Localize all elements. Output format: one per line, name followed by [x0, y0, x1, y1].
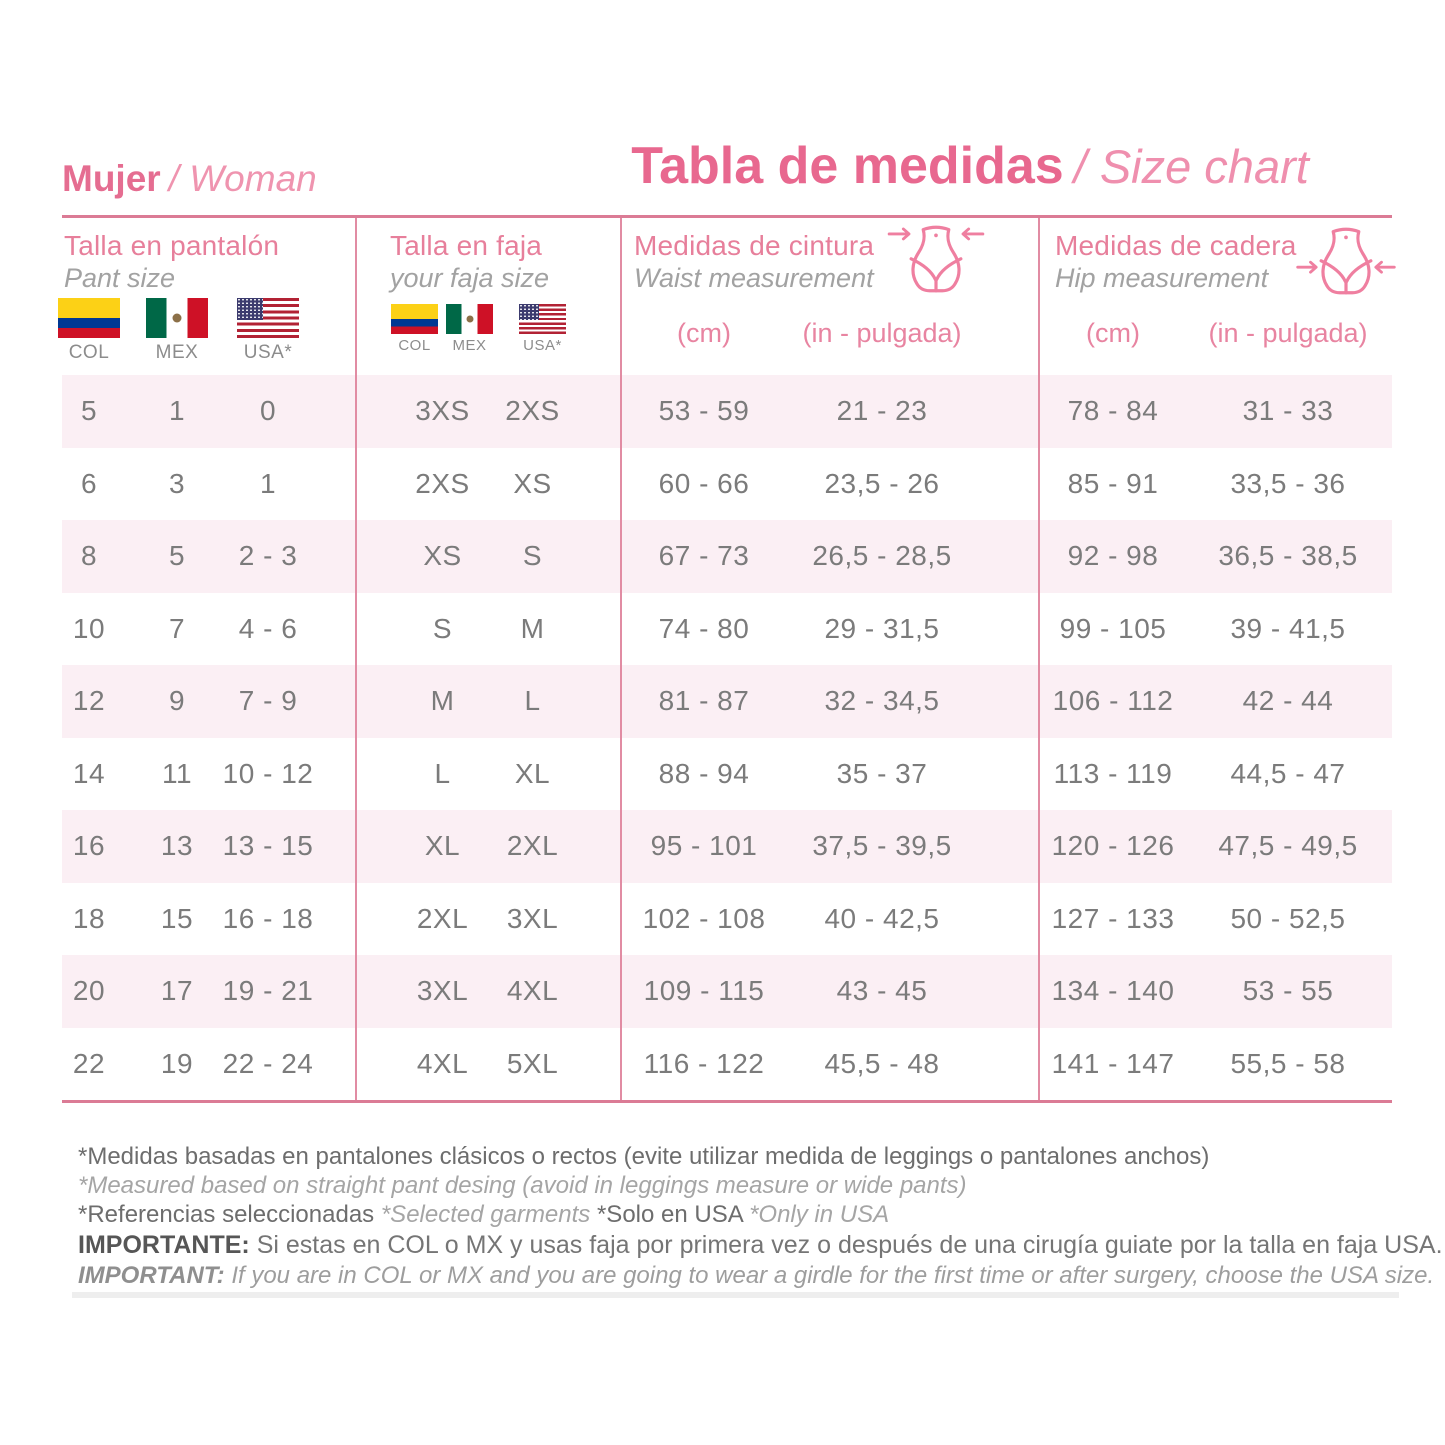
pant-usa-value: 13 - 15 — [222, 830, 314, 862]
footnote-medidas-es: *Medidas basadas en pantalones clásicos o rectos (evite utilizar medida de leggings o pantalones anchos) — [78, 1143, 1210, 1170]
faja-colmex-value: 4XL — [416, 1047, 469, 1079]
footnotes — [78, 1142, 1443, 1291]
flag-usa — [237, 298, 299, 364]
waist-cells — [620, 975, 1038, 1007]
faja-usa-value: 3XL — [506, 902, 559, 934]
hip-units-row — [1038, 318, 1392, 349]
hip-in-value: 42 - 44 — [1242, 685, 1334, 717]
table-row — [62, 593, 1392, 666]
pant-mex-value: 5 — [168, 540, 186, 572]
usa-flag-icon — [519, 304, 566, 334]
flag-label: USA* — [243, 342, 293, 363]
waist-cm-value: 67 - 73 — [658, 540, 750, 572]
brand-title-bold: Mujer — [62, 158, 161, 199]
faja-size-cells — [355, 468, 620, 500]
waist-in-value: 32 - 34,5 — [824, 685, 940, 717]
pant-col-value: 22 — [72, 1047, 106, 1079]
important-text: If you are in COL or MX and you are going to wear a girdle for the first time or after surgery, choose the USA size. — [224, 1262, 1435, 1289]
table-row — [62, 665, 1392, 738]
footnote-only-usa-en: *Only in USA — [749, 1201, 890, 1228]
faja-colmex-value: 3XS — [415, 395, 470, 427]
waist-cells — [620, 830, 1038, 862]
hip-cells — [1038, 903, 1392, 935]
waist-title: Medidas de cintura — [634, 230, 875, 261]
waist-in-value: 23,5 - 26 — [824, 467, 940, 499]
faja-colmex-value: M — [430, 685, 455, 717]
pant-size-cells — [62, 395, 355, 427]
column-hip — [1038, 218, 1392, 375]
pant-col-value: 12 — [72, 685, 106, 717]
flag-label: COL — [68, 342, 110, 363]
faja-size-cells — [355, 975, 620, 1007]
footnote-solo-usa-es: *Solo en USA — [596, 1201, 750, 1228]
faja-colmex-value: XS — [423, 540, 462, 572]
pant-size-cells — [62, 613, 355, 645]
table-row — [62, 375, 1392, 448]
pant-mex-value: 19 — [160, 1047, 194, 1079]
faja-size-cells — [355, 395, 620, 427]
waist-cells — [620, 685, 1038, 717]
hip-cells — [1038, 685, 1392, 717]
pant-size-cells — [62, 540, 355, 572]
flag-label: MEX — [155, 342, 199, 363]
faja-usa-value: XS — [513, 467, 552, 499]
pant-usa-value: 0 — [259, 395, 277, 427]
flag-label: USA* — [523, 337, 562, 354]
hip-unit-cm: (cm) — [1086, 318, 1140, 348]
hip-cells — [1038, 830, 1392, 862]
waist-cells — [620, 1048, 1038, 1080]
pant-col-value: 5 — [80, 395, 98, 427]
hip-cm-value: 134 - 140 — [1051, 975, 1175, 1007]
waist-in-value: 21 - 23 — [836, 395, 928, 427]
pant-mex-value: 9 — [168, 685, 186, 717]
hip-in-value: 55,5 - 58 — [1230, 1047, 1346, 1079]
faja-size-cells — [355, 830, 620, 862]
waist-subtitle: Waist measurement — [634, 263, 874, 293]
pant-size-cells — [62, 758, 355, 790]
pant-size-title: Talla en pantalón — [64, 230, 280, 261]
flag-mexico — [146, 298, 208, 364]
hip-measure-arrows-icon — [1296, 226, 1396, 297]
table-row — [62, 810, 1392, 883]
column-divider — [355, 218, 357, 1100]
table-row — [62, 738, 1392, 811]
faja-size-cells — [355, 758, 620, 790]
pant-col-value: 8 — [80, 540, 98, 572]
faja-usa-value: 5XL — [506, 1047, 559, 1079]
hip-cm-value: 99 - 105 — [1059, 612, 1167, 644]
page-title-bold: Tabla de medidas — [631, 137, 1064, 195]
waist-unit-cm: (cm) — [677, 318, 731, 348]
faja-usa-value: S — [522, 540, 543, 572]
pant-col-value: 6 — [80, 467, 98, 499]
pant-usa-value: 16 - 18 — [222, 902, 314, 934]
waist-cm-value: 81 - 87 — [658, 685, 750, 717]
column-divider — [620, 218, 622, 1100]
waist-cells — [620, 903, 1038, 935]
pant-size-cells — [62, 830, 355, 862]
pant-col-value: 10 — [72, 612, 106, 644]
faja-colmex-value: 2XS — [415, 467, 470, 499]
waist-units-row — [620, 318, 1038, 349]
pant-mex-value: 1 — [168, 395, 186, 427]
waist-cells — [620, 613, 1038, 645]
hip-subtitle: Hip measurement — [1055, 263, 1269, 293]
pant-mex-value: 15 — [160, 902, 194, 934]
hip-cm-value: 141 - 147 — [1051, 1047, 1175, 1079]
hip-in-value: 44,5 - 47 — [1230, 757, 1346, 789]
waist-in-value: 43 - 45 — [836, 975, 928, 1007]
hip-cm-value: 127 - 133 — [1051, 902, 1175, 934]
waist-cells — [620, 540, 1038, 572]
hip-cells — [1038, 540, 1392, 572]
waist-in-value: 26,5 - 28,5 — [812, 540, 952, 572]
colombia-flag-icon — [58, 298, 120, 338]
mexico-flag-icon — [146, 298, 208, 338]
pant-col-value: 16 — [72, 830, 106, 862]
bottom-divider — [72, 1292, 1399, 1298]
footnote-measured-en: *Measured based on straight pant desing (avoid in leggings measure or wide pants) — [78, 1172, 967, 1199]
pant-size-cells — [62, 975, 355, 1007]
faja-flag-row — [391, 304, 574, 354]
hip-cells — [1038, 758, 1392, 790]
table-row — [62, 955, 1392, 1028]
hip-in-value: 53 - 55 — [1242, 975, 1334, 1007]
waist-cm-value: 60 - 66 — [658, 467, 750, 499]
mexico-flag-icon — [446, 304, 493, 334]
pant-flag-row — [62, 298, 355, 364]
flag-label: MEX — [452, 337, 487, 354]
importante-label: IMPORTANTE: — [78, 1231, 250, 1259]
flag-usa — [519, 304, 566, 354]
table-row — [62, 1028, 1392, 1101]
waist-cm-value: 109 - 115 — [643, 975, 765, 1007]
pant-size-cells — [62, 685, 355, 717]
pant-usa-value: 22 - 24 — [222, 1047, 314, 1079]
hip-cm-value: 113 - 119 — [1053, 757, 1173, 789]
faja-colmex-value: L — [434, 757, 451, 789]
faja-usa-value: 2XS — [505, 395, 560, 427]
hip-cells — [1038, 613, 1392, 645]
faja-usa-value: L — [524, 685, 541, 717]
flag-colombia — [58, 298, 120, 364]
pant-usa-value: 10 - 12 — [222, 757, 314, 789]
waist-cells — [620, 395, 1038, 427]
column-pant-size — [62, 218, 355, 375]
hip-cm-value: 92 - 98 — [1067, 540, 1159, 572]
table-row — [62, 520, 1392, 593]
brand-title — [62, 158, 317, 200]
pant-mex-value: 3 — [168, 467, 186, 499]
footnote-important-en — [78, 1261, 1435, 1291]
waist-cm-value: 74 - 80 — [658, 612, 750, 644]
faja-usa-value: M — [520, 612, 545, 644]
waist-cm-value: 102 - 108 — [642, 902, 766, 934]
flag-label: COL — [398, 337, 431, 354]
importante-text: Si estas en COL o MX y usas faja por primera vez o después de una cirugía guiate por la talla en faja USA. — [249, 1231, 1443, 1259]
waist-in-value: 45,5 - 48 — [824, 1047, 940, 1079]
faja-usa-value: 4XL — [506, 975, 559, 1007]
hip-cm-value: 106 - 112 — [1052, 685, 1174, 717]
waist-unit-in: (in - pulgada) — [802, 318, 962, 348]
hip-cells — [1038, 1048, 1392, 1080]
hip-cm-value: 120 - 126 — [1051, 830, 1175, 862]
hip-title: Medidas de cadera — [1055, 230, 1297, 261]
pant-mex-value: 17 — [160, 975, 194, 1007]
hip-in-value: 47,5 - 49,5 — [1218, 830, 1358, 862]
pant-usa-value: 19 - 21 — [222, 975, 314, 1007]
pant-col-value: 14 — [72, 757, 106, 789]
table-rows — [62, 375, 1392, 1100]
page-title — [540, 136, 1400, 196]
important-label: IMPORTANT: — [78, 1262, 225, 1289]
pant-size-cells — [62, 468, 355, 500]
faja-colmex-value: 3XL — [416, 975, 469, 1007]
faja-colmex-value: 2XL — [416, 902, 469, 934]
table-header — [62, 218, 1392, 375]
faja-colmex-value: XL — [424, 830, 461, 862]
waist-cm-value: 95 - 101 — [650, 830, 758, 862]
hip-cells — [1038, 468, 1392, 500]
faja-size-cells — [355, 540, 620, 572]
faja-size-cells — [355, 613, 620, 645]
table-row — [62, 883, 1392, 956]
table-row — [62, 448, 1392, 521]
pant-mex-value: 7 — [168, 612, 186, 644]
flag-mexico — [446, 304, 493, 354]
pant-usa-value: 4 - 6 — [238, 612, 298, 644]
hip-in-value: 36,5 - 38,5 — [1218, 540, 1358, 572]
hip-cells — [1038, 975, 1392, 1007]
flag-colombia — [391, 304, 438, 354]
pant-col-value: 18 — [72, 902, 106, 934]
usa-flag-icon — [237, 298, 299, 338]
pant-usa-value: 2 - 3 — [238, 540, 298, 572]
column-waist — [620, 218, 1038, 375]
faja-size-cells — [355, 1048, 620, 1080]
hip-in-value: 39 - 41,5 — [1230, 612, 1346, 644]
page-title-italic: / Size chart — [1073, 140, 1309, 193]
waist-cm-value: 116 - 122 — [643, 1047, 765, 1079]
footnote-importante-es — [78, 1230, 1443, 1261]
footnote-referencias — [78, 1200, 1408, 1230]
hip-cells — [1038, 395, 1392, 427]
waist-in-value: 29 - 31,5 — [824, 612, 940, 644]
faja-size-subtitle: your faja size — [390, 263, 550, 293]
hip-in-value: 31 - 33 — [1242, 395, 1334, 427]
waist-cells — [620, 758, 1038, 790]
pant-size-cells — [62, 903, 355, 935]
faja-usa-value: 2XL — [506, 830, 559, 862]
pant-size-subtitle: Pant size — [64, 263, 176, 293]
size-table — [62, 215, 1392, 1103]
faja-size-title: Talla en faja — [390, 230, 543, 261]
hip-cm-value: 78 - 84 — [1067, 395, 1159, 427]
footnote-referencias-es: *Referencias seleccionadas — [78, 1201, 381, 1228]
waist-in-value: 37,5 - 39,5 — [812, 830, 952, 862]
waist-cells — [620, 468, 1038, 500]
pant-mex-value: 11 — [161, 757, 193, 789]
pant-usa-value: 1 — [259, 467, 277, 499]
hip-unit-in: (in - pulgada) — [1208, 318, 1368, 348]
faja-size-cells — [355, 685, 620, 717]
waist-cm-value: 88 - 94 — [658, 757, 750, 789]
pant-size-cells — [62, 1048, 355, 1080]
column-divider — [1038, 218, 1040, 1100]
hip-cm-value: 85 - 91 — [1067, 467, 1159, 499]
footnote-selected-en: *Selected garments — [380, 1201, 597, 1228]
faja-colmex-value: S — [432, 612, 453, 644]
pant-usa-value: 7 - 9 — [238, 685, 298, 717]
colombia-flag-icon — [391, 304, 438, 334]
brand-title-italic: / Woman — [168, 158, 317, 199]
hip-in-value: 50 - 52,5 — [1230, 902, 1346, 934]
waist-cm-value: 53 - 59 — [658, 395, 750, 427]
waist-in-value: 40 - 42,5 — [824, 902, 940, 934]
hip-in-value: 33,5 - 36 — [1230, 467, 1346, 499]
faja-size-cells — [355, 903, 620, 935]
pant-col-value: 20 — [72, 975, 106, 1007]
waist-in-value: 35 - 37 — [836, 757, 928, 789]
waist-measure-arrows-icon — [886, 224, 986, 295]
pant-mex-value: 13 — [160, 830, 194, 862]
faja-usa-value: XL — [514, 757, 551, 789]
column-faja-size — [355, 218, 620, 375]
